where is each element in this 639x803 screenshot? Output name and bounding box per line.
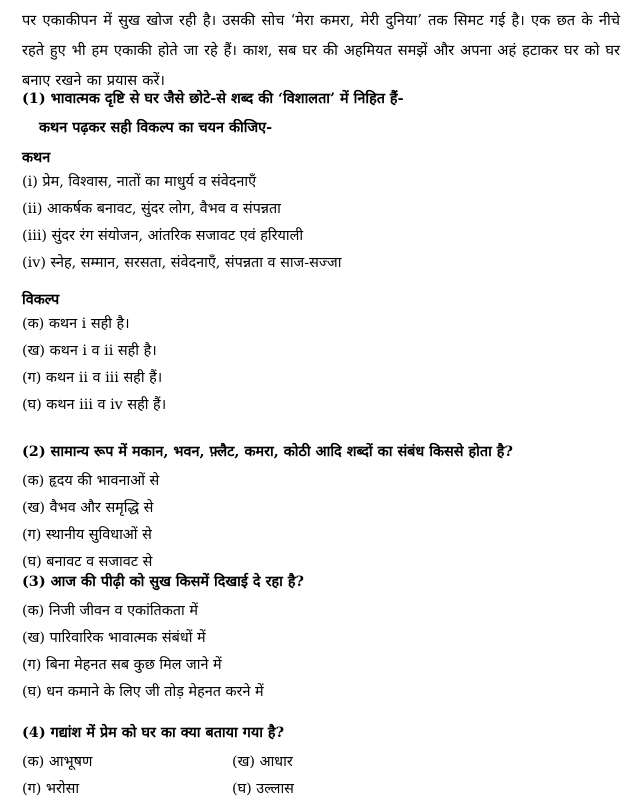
statement-item: (iii) सुंदर रंग संयोजन, आंतरिक सजावट एवं हरियाली xyxy=(22,228,304,244)
passage-paragraph: पर एकाकीपन में सुख खोज रही है। उसकी सोच ‘मेरा कमरा, मेरी दुनिया’ तक सिमट गई है। एक छत के नीचे रहते हुए भी हम एकाकी होते जा रहे हैं। काश, सब घर की अहमियत समझें और अपना अहं हटाकर घर को घर बनाए रखने का प्रयास करें। xyxy=(22,12,620,89)
option-item-gha[interactable]: (घ) उल्लास xyxy=(232,781,294,797)
option-item-gha[interactable]: (घ) धन कमाने के लिए जी तोड़ मेहनत करने में xyxy=(22,684,264,700)
option-item-ga[interactable]: (ग) भरोसा xyxy=(22,781,80,797)
option-item-gha[interactable]: (घ) बनावट व सजावट से xyxy=(22,554,153,570)
option-item-kha[interactable]: (ख) वैभव और समृद्धि से xyxy=(22,500,154,516)
question-3-option-list xyxy=(22,598,622,706)
option-item-ka[interactable]: (क) निजी जीवन व एकांतिकता में xyxy=(22,603,198,619)
question-1-statement-list xyxy=(22,169,622,277)
option-item-ga[interactable]: (ग) स्थानीय सुविधाओं से xyxy=(22,527,152,543)
option-item-ka[interactable]: (क) आभूषण xyxy=(22,754,93,770)
question-block-4 xyxy=(22,722,622,803)
question-block-3 xyxy=(22,571,622,706)
question-2-heading: (2) सामान्य रूप में मकान, भवन, फ़्लैट, कमरा, कोठी आदि शब्दों का संबंध किससे होता है? xyxy=(22,443,513,460)
statement-item: (iv) स्नेह, सम्मान, सरसता, संवेदनाएँ, संपन्नता व साज-सज्जा xyxy=(22,255,342,271)
options-label: विकल्प xyxy=(22,291,60,308)
option-item-gha[interactable]: (घ) कथन iii व iv सही हैं। xyxy=(22,397,167,413)
question-block-1 xyxy=(22,88,622,419)
question-2-option-list xyxy=(22,468,622,576)
question-block-2 xyxy=(22,441,622,576)
option-item-kha[interactable]: (ख) आधार xyxy=(232,754,293,770)
question-4-option-grid xyxy=(22,749,622,803)
question-1-sub-instruction: कथन पढ़कर सही विकल्प का चयन कीजिए- xyxy=(39,119,273,136)
option-item-kha[interactable]: (ख) पारिवारिक भावात्मक संबंधों में xyxy=(22,630,206,646)
question-1-heading: (1) भावात्मक दृष्टि से घर जैसे छोटे-से शब्द की ‘विशालता’ में निहित हैं- xyxy=(22,90,404,107)
question-1-option-list xyxy=(22,311,622,419)
option-item-kha[interactable]: (ख) कथन i व ii सही है। xyxy=(22,343,157,359)
question-3-heading: (3) आज की पीढ़ी को सुख किसमें दिखाई दे रहा है? xyxy=(22,573,304,590)
option-item-ga[interactable]: (ग) कथन ii व iii सही हैं। xyxy=(22,370,163,386)
question-4-heading: (4) गद्यांश में प्रेम को घर का क्या बताया गया है? xyxy=(22,724,285,741)
statement-item: (ii) आकर्षक बनावट, सुंदर लोग, वैभव व संपन्नता xyxy=(22,201,281,217)
statements-label: कथन xyxy=(22,149,51,166)
option-item-ka[interactable]: (क) हृदय की भावनाओं से xyxy=(22,473,160,489)
option-item-ga[interactable]: (ग) बिना मेहनत सब कुछ मिल जाने में xyxy=(22,657,222,673)
option-item-ka[interactable]: (क) कथन i सही है। xyxy=(22,316,130,332)
statement-item: (i) प्रेम, विश्वास, नातों का माधुर्य व संवेदनाएँ xyxy=(22,174,257,190)
